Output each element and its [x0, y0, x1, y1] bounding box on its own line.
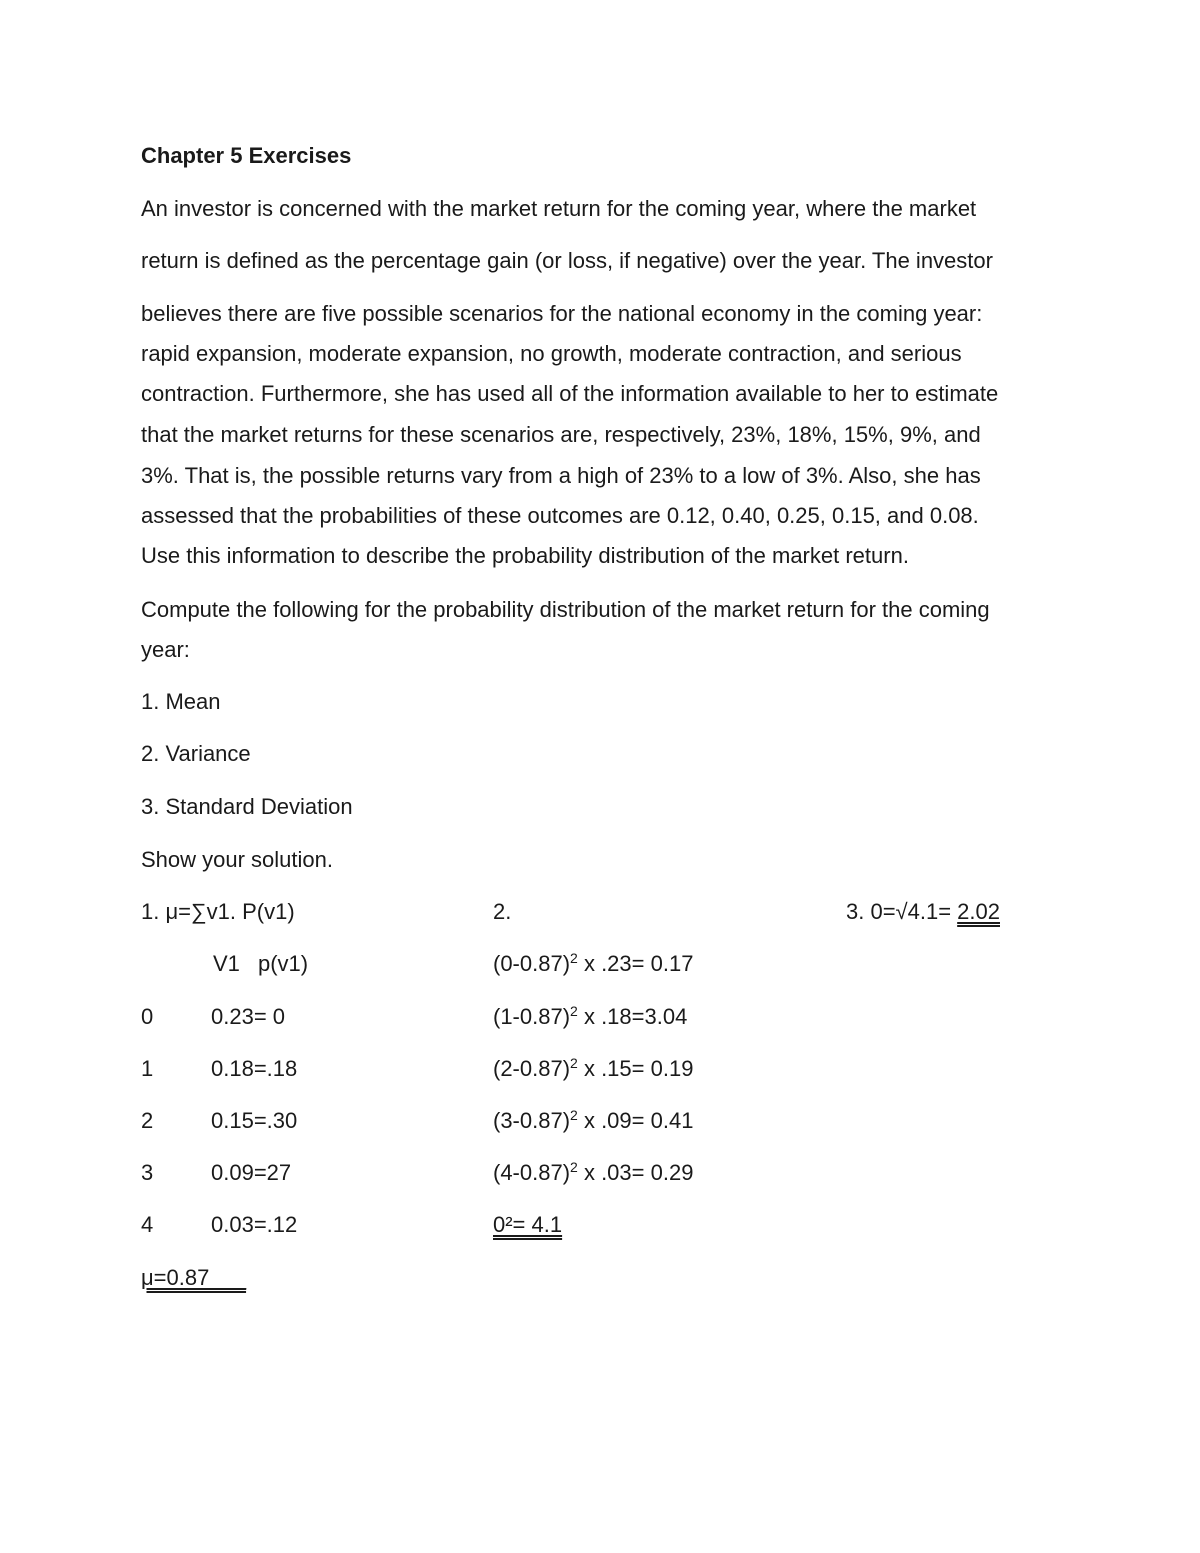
- row-value: 0: [141, 1004, 154, 1029]
- problem-line: 3%. That is, the possible returns vary from a high of 23% to a low of 3%. Also, she has: [141, 463, 981, 488]
- solution-mean-header: 1. μ=∑v1. P(v1): [141, 899, 295, 924]
- problem-line: return is defined as the percentage gain (or loss, if negative) over the year. The investor: [141, 248, 993, 273]
- solution-variance-header: 2.: [493, 899, 512, 924]
- variance-row: $(3-0.87)^2$ x .09= 0.41: [493, 1107, 694, 1133]
- row-value: 4: [141, 1212, 154, 1237]
- show-solution: Show your solution.: [141, 847, 333, 872]
- row-value: 2: [141, 1108, 154, 1133]
- problem-line: An investor is concerned with the market return for the coming year, where the market: [141, 196, 977, 221]
- problem-line: contraction. Furthermore, she has used all of the information available to her to estimate: [141, 381, 999, 406]
- variance-total: 0²= 4.1: [493, 1212, 563, 1237]
- mean-total: μ=0.87___: [141, 1265, 247, 1290]
- row-product: 0.09=27: [211, 1160, 292, 1185]
- column-header-p: p(v1): [258, 951, 309, 976]
- problem-line: believes there are five possible scenarios for the national economy in the coming year:: [141, 301, 983, 326]
- variance-row: $(2-0.87)^2$ x .15= 0.19: [493, 1055, 694, 1081]
- solution-std-dev: [846, 898, 1000, 926]
- row-value: 1: [141, 1056, 154, 1081]
- row-product: 0.03=.12: [211, 1212, 298, 1237]
- question-mean: 1. Mean: [141, 689, 221, 714]
- row-product: 0.23= 0: [211, 1004, 286, 1029]
- row-product: 0.15=.30: [211, 1108, 298, 1133]
- variance-row: $(0-0.87)^2$ x .23= 0.17: [493, 950, 694, 976]
- compute-line: year:: [141, 637, 190, 662]
- compute-line: Compute the following for the probability distribution of the market return for the coming: [141, 597, 990, 622]
- problem-line: rapid expansion, moderate expansion, no growth, moderate contraction, and serious: [141, 341, 962, 366]
- question-variance: 2. Variance: [141, 741, 251, 766]
- variance-row: $(1-0.87)^2$ x .18=3.04: [493, 1003, 688, 1029]
- question-std-dev: 3. Standard Deviation: [141, 794, 353, 819]
- column-header-v: V1: [213, 951, 240, 976]
- page-title: Chapter 5 Exercises: [141, 143, 352, 168]
- std-dev-formula: 3. 0=√4.1=: [846, 899, 958, 924]
- row-value: 3: [141, 1160, 154, 1185]
- std-dev-answer: 2.02: [957, 899, 1000, 924]
- variance-row: $(4-0.87)^2$ x .03= 0.29: [493, 1159, 694, 1185]
- row-product: 0.18=.18: [211, 1056, 298, 1081]
- problem-line: assessed that the probabilities of these outcomes are 0.12, 0.40, 0.25, 0.15, and 0.08.: [141, 503, 979, 528]
- problem-line: that the market returns for these scenarios are, respectively, 23%, 18%, 15%, 9%, and: [141, 422, 981, 447]
- problem-line: Use this information to describe the probability distribution of the market return.: [141, 543, 909, 568]
